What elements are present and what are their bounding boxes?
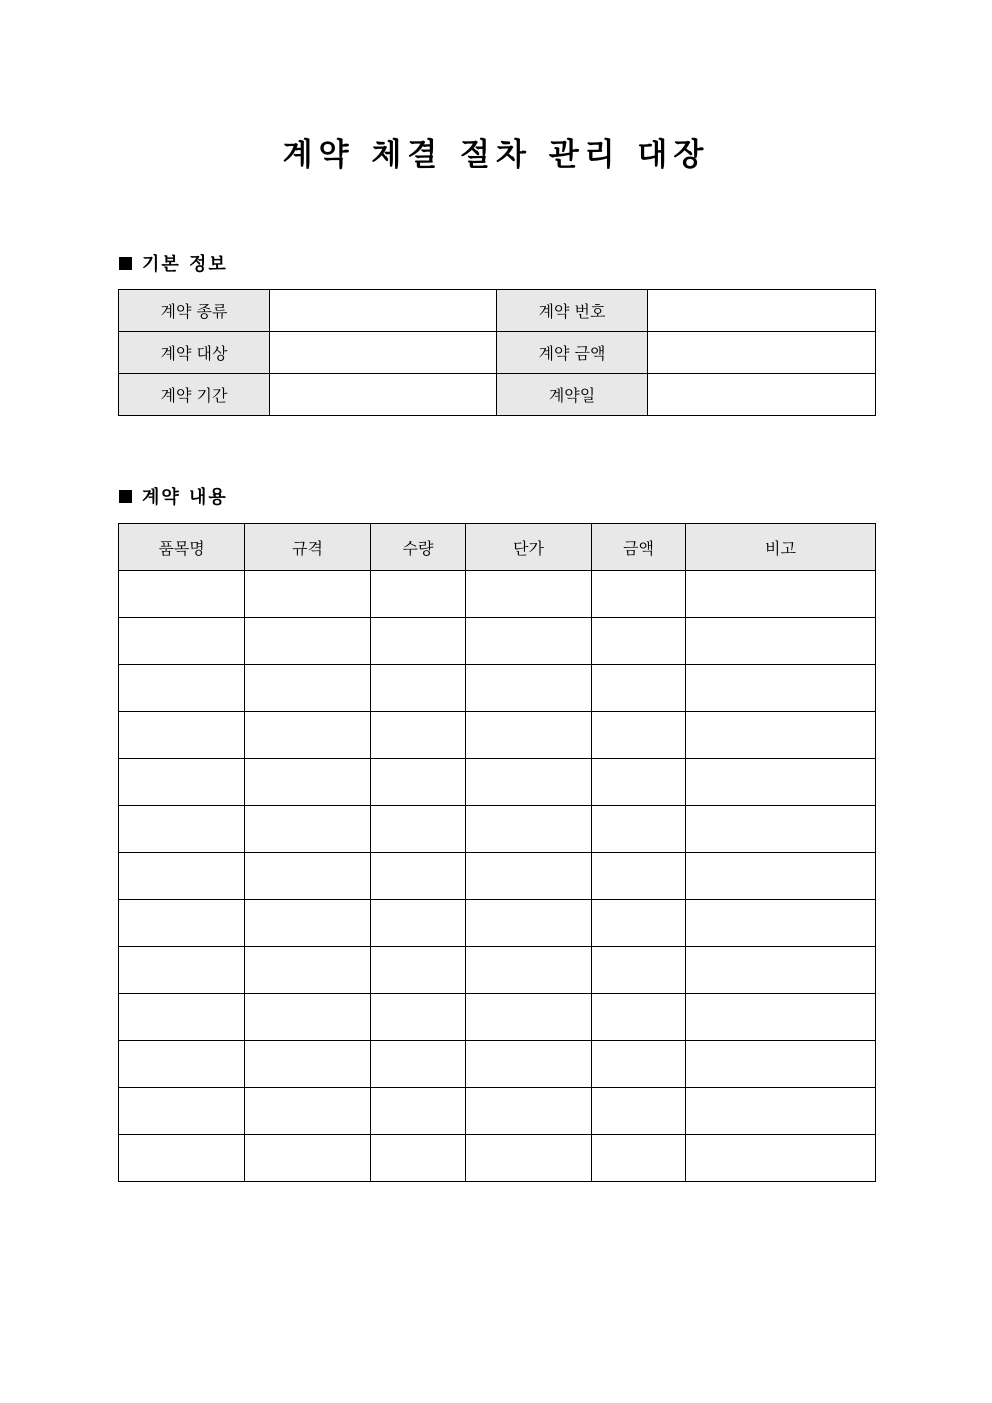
amount-cell[interactable] [592, 618, 686, 665]
unit-price-cell[interactable] [466, 712, 592, 759]
amount-cell[interactable] [592, 759, 686, 806]
item-name-cell[interactable] [119, 1135, 245, 1182]
item-name-cell[interactable] [119, 665, 245, 712]
item-name-cell[interactable] [119, 853, 245, 900]
unit-price-cell[interactable] [466, 759, 592, 806]
item-name-cell[interactable] [119, 1088, 245, 1135]
quantity-cell[interactable] [371, 759, 466, 806]
remarks-cell[interactable] [686, 571, 876, 618]
remarks-cell[interactable] [686, 1041, 876, 1088]
unit-price-cell[interactable] [466, 853, 592, 900]
table-row [119, 994, 876, 1041]
item-name-cell[interactable] [119, 994, 245, 1041]
table-row [119, 290, 876, 332]
page-title: 계약 체결 절차 관리 대장 [282, 137, 710, 173]
square-bullet-icon [119, 257, 132, 270]
field-label: 계약 대상 [119, 332, 270, 374]
remarks-cell[interactable] [686, 853, 876, 900]
spec-cell[interactable] [245, 665, 371, 712]
item-name-cell[interactable] [119, 1041, 245, 1088]
amount-cell[interactable] [592, 900, 686, 947]
quantity-cell[interactable] [371, 665, 466, 712]
table-row [119, 806, 876, 853]
spec-cell[interactable] [245, 759, 371, 806]
unit-price-cell[interactable] [466, 806, 592, 853]
spec-cell[interactable] [245, 1088, 371, 1135]
spec-cell[interactable] [245, 571, 371, 618]
item-name-cell[interactable] [119, 947, 245, 994]
column-header-remarks: 비고 [686, 524, 876, 571]
section-heading-label: 기본 정보 [142, 254, 228, 275]
remarks-cell[interactable] [686, 618, 876, 665]
field-label: 계약 금액 [497, 332, 648, 374]
unit-price-cell[interactable] [466, 947, 592, 994]
table-row [119, 712, 876, 759]
field-label: 계약일 [497, 374, 648, 416]
spec-cell[interactable] [245, 1135, 371, 1182]
contract-content-table [118, 523, 876, 1182]
column-header-item-name: 품목명 [119, 524, 245, 571]
unit-price-cell[interactable] [466, 1088, 592, 1135]
spec-cell[interactable] [245, 712, 371, 759]
item-name-cell[interactable] [119, 900, 245, 947]
contract-type-field[interactable] [270, 290, 497, 332]
table-row [119, 947, 876, 994]
table-row [119, 1088, 876, 1135]
item-name-cell[interactable] [119, 806, 245, 853]
table-row [119, 332, 876, 374]
remarks-cell[interactable] [686, 759, 876, 806]
spec-cell[interactable] [245, 994, 371, 1041]
unit-price-cell[interactable] [466, 900, 592, 947]
unit-price-cell[interactable] [466, 1041, 592, 1088]
field-label: 계약 기간 [119, 374, 270, 416]
item-name-cell[interactable] [119, 759, 245, 806]
quantity-cell[interactable] [371, 853, 466, 900]
spec-cell[interactable] [245, 1041, 371, 1088]
contract-period-field[interactable] [270, 374, 497, 416]
table-row [119, 571, 876, 618]
quantity-cell[interactable] [371, 571, 466, 618]
table-row [119, 853, 876, 900]
quantity-cell[interactable] [371, 712, 466, 759]
field-label: 계약 번호 [497, 290, 648, 332]
spec-cell[interactable] [245, 853, 371, 900]
amount-cell[interactable] [592, 1041, 686, 1088]
amount-cell[interactable] [592, 853, 686, 900]
spec-cell[interactable] [245, 947, 371, 994]
amount-cell[interactable] [592, 1135, 686, 1182]
remarks-cell[interactable] [686, 900, 876, 947]
column-header-spec: 규격 [245, 524, 371, 571]
column-header-amount: 금액 [592, 524, 686, 571]
section-heading-label: 계약 내용 [142, 487, 228, 508]
table-header-row [119, 524, 876, 571]
unit-price-cell[interactable] [466, 665, 592, 712]
quantity-cell[interactable] [371, 1041, 466, 1088]
section-heading-basic-info [119, 253, 228, 277]
spec-cell[interactable] [245, 806, 371, 853]
remarks-cell[interactable] [686, 1088, 876, 1135]
quantity-cell[interactable] [371, 1135, 466, 1182]
quantity-cell[interactable] [371, 994, 466, 1041]
contract-date-field[interactable] [648, 374, 876, 416]
column-header-quantity: 수량 [371, 524, 466, 571]
table-row [119, 618, 876, 665]
field-label: 계약 종류 [119, 290, 270, 332]
square-bullet-icon [119, 490, 132, 503]
remarks-cell[interactable] [686, 712, 876, 759]
remarks-cell[interactable] [686, 947, 876, 994]
amount-cell[interactable] [592, 571, 686, 618]
quantity-cell[interactable] [371, 900, 466, 947]
quantity-cell[interactable] [371, 618, 466, 665]
section-heading-contract-content [119, 486, 228, 510]
spec-cell[interactable] [245, 618, 371, 665]
item-name-cell[interactable] [119, 712, 245, 759]
quantity-cell[interactable] [371, 1088, 466, 1135]
table-row [119, 665, 876, 712]
amount-cell[interactable] [592, 665, 686, 712]
contract-amount-field[interactable] [648, 332, 876, 374]
basic-info-table [118, 289, 876, 416]
table-row [119, 759, 876, 806]
unit-price-cell[interactable] [466, 994, 592, 1041]
quantity-cell[interactable] [371, 806, 466, 853]
remarks-cell[interactable] [686, 665, 876, 712]
table-row [119, 374, 876, 416]
contract-party-field[interactable] [270, 332, 497, 374]
unit-price-cell[interactable] [466, 571, 592, 618]
remarks-cell[interactable] [686, 994, 876, 1041]
quantity-cell[interactable] [371, 947, 466, 994]
spec-cell[interactable] [245, 900, 371, 947]
remarks-cell[interactable] [686, 806, 876, 853]
amount-cell[interactable] [592, 1088, 686, 1135]
column-header-unit-price: 단가 [466, 524, 592, 571]
table-row [119, 1135, 876, 1182]
table-row [119, 900, 876, 947]
amount-cell[interactable] [592, 712, 686, 759]
item-name-cell[interactable] [119, 618, 245, 665]
amount-cell[interactable] [592, 994, 686, 1041]
remarks-cell[interactable] [686, 1135, 876, 1182]
contract-number-field[interactable] [648, 290, 876, 332]
unit-price-cell[interactable] [466, 1135, 592, 1182]
unit-price-cell[interactable] [466, 618, 592, 665]
table-row [119, 1041, 876, 1088]
item-name-cell[interactable] [119, 571, 245, 618]
amount-cell[interactable] [592, 806, 686, 853]
amount-cell[interactable] [592, 947, 686, 994]
